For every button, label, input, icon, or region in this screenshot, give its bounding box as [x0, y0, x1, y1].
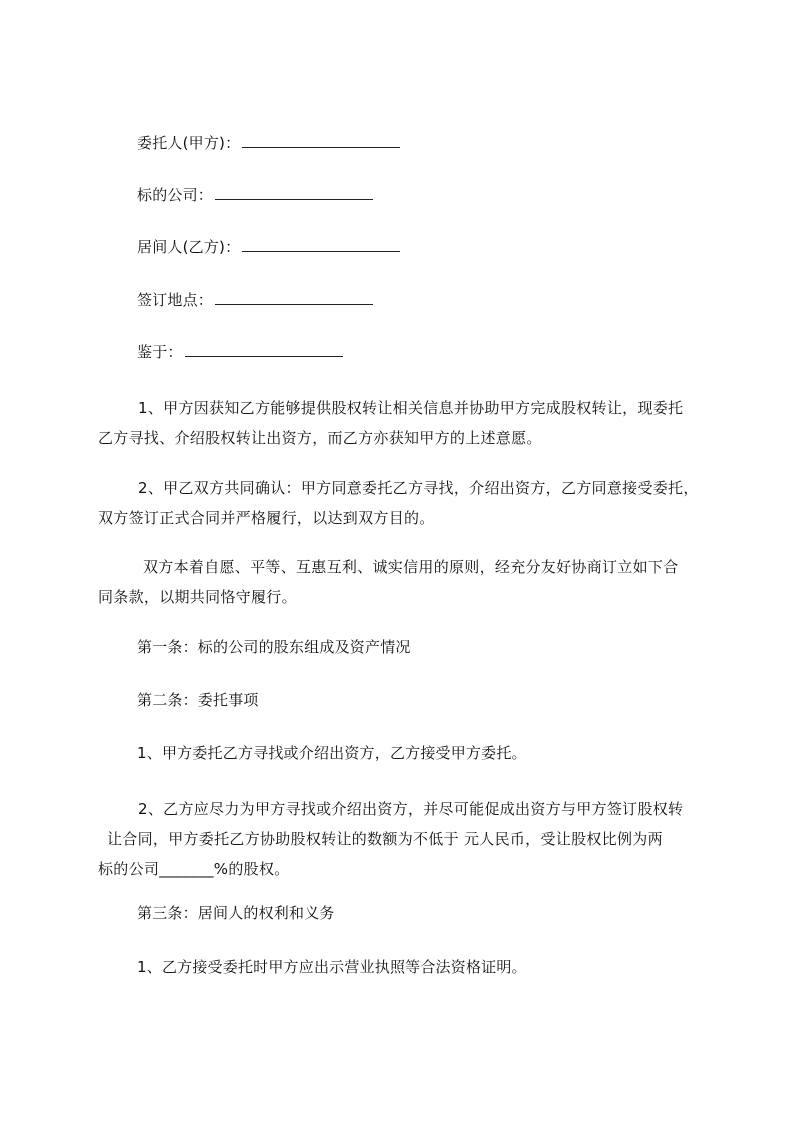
- recital-3-line-1: 双方本着自愿、平等、互惠互利、诚实信用的原则，经充分友好协商订立如下合: [143, 558, 679, 576]
- recital-1-line-1: 1、甲方因获知乙方能够提供股权转让相关信息并协助甲方完成股权转让，现委托: [138, 399, 684, 417]
- field-intermediary: [137, 236, 400, 258]
- field-client-blank[interactable]: [242, 132, 400, 148]
- field-whereas-blank[interactable]: [185, 341, 343, 357]
- article-3-heading: 第三条：居间人的权利和义务: [137, 904, 335, 922]
- field-target-company-label: 标的公司：: [137, 186, 214, 204]
- recital-1: [98, 393, 683, 453]
- article-2-clause-2-line-1: 2、乙方应尽力为甲方寻找或介绍出资方，并尽可能促成出资方与甲方签订股权转: [138, 800, 684, 818]
- field-client-label: 委托人(甲方)：: [137, 134, 241, 152]
- field-whereas-label: 鉴于：: [137, 343, 183, 361]
- article-2-clause-1: 1、甲方委托乙方寻找或介绍出资方，乙方接受甲方委托。: [137, 744, 527, 762]
- recital-1-line-2: 乙方寻找、介绍股权转让出资方，而乙方亦获知甲方的上述意愿。: [98, 429, 542, 447]
- field-target-company-blank[interactable]: [215, 184, 373, 200]
- field-signing-place: [137, 289, 373, 311]
- recital-3-line-2: 同条款，以期共同恪守履行。: [98, 588, 297, 606]
- article-2-clause-2: [98, 794, 683, 884]
- recital-2: [98, 473, 699, 533]
- field-client: [137, 132, 400, 154]
- field-signing-place-blank[interactable]: [215, 289, 373, 305]
- recital-3: [98, 552, 679, 612]
- article-3-clause-1: 1、乙方接受委托时甲方应出示营业执照等合法资格证明。: [137, 958, 527, 976]
- field-intermediary-label: 居间人(乙方)：: [137, 238, 241, 256]
- article-1-heading: 第一条：标的公司的股东组成及资产情况: [137, 638, 411, 656]
- recital-2-line-1: 2、甲乙双方共同确认：甲方同意委托乙方寻找，介绍出资方，乙方同意接受委托，: [138, 479, 699, 497]
- article-2-clause-2-line-2: 让合同，甲方委托乙方协助股权转让的数额为不低于 元人民币，受让股权比例为两: [107, 830, 663, 848]
- recital-2-line-2: 双方签订正式合同并严格履行，以达到双方目的。: [98, 509, 435, 527]
- article-2-clause-2-line-3: 标的公司_______%的股权。: [98, 860, 290, 878]
- article-2-heading: 第二条：委托事项: [137, 691, 259, 709]
- field-target-company: [137, 184, 373, 206]
- field-signing-place-label: 签订地点：: [137, 291, 214, 309]
- field-whereas: [137, 341, 343, 363]
- field-intermediary-blank[interactable]: [242, 236, 400, 252]
